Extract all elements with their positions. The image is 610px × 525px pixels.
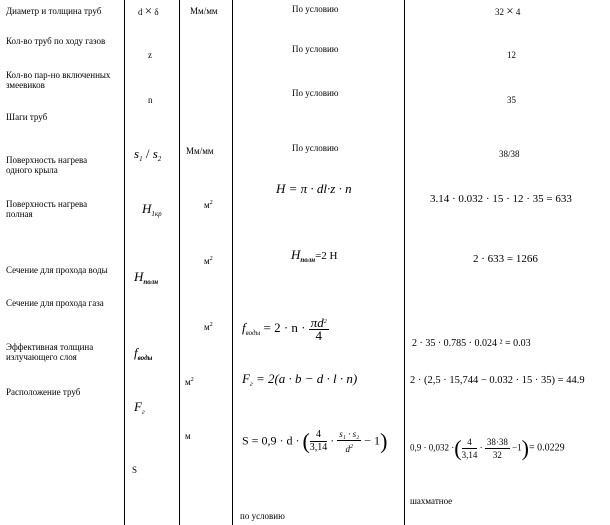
formula-condition: По условию (292, 4, 339, 14)
value: 2 · 35 · 0.785 · 0.024 ² = 0.03 (412, 338, 531, 349)
symbol-z: z (148, 50, 152, 60)
param-name: Шаги труб (6, 112, 48, 122)
symbol-h1kr: $H_{1кр}$ (142, 201, 162, 218)
formula-condition: По условию (292, 88, 339, 98)
unit: Мм/мм (190, 6, 218, 16)
column-divider (179, 0, 180, 525)
symbol-s: S (132, 465, 138, 475)
param-name: Поверхность нагрева полная (6, 199, 88, 219)
column-divider (232, 0, 233, 525)
unit: $м^2$ (185, 377, 194, 387)
param-name: Сечение для прохода газа (6, 298, 104, 308)
value-d-delta: 32 × 4 (495, 3, 521, 18)
symbol-hpoln: $H_{полн}$ (134, 269, 159, 286)
symbol-fvody: $f_{воды}$ (134, 345, 153, 362)
value: 35 (507, 95, 516, 105)
value: 12 (507, 50, 516, 60)
formula-fvody: $f_{воды} = 2 \cdot n$ · $\frac{\pi d^2}{4}$ (242, 315, 327, 343)
param-name: Кол-во труб по ходу газов (6, 36, 106, 46)
value: 3.14 · 0.032 · 15 · 12 · 35 = 633 (430, 193, 572, 205)
formula-condition: по условию (240, 511, 285, 521)
param-name: Кол-во пар-но включенных змеевиков (6, 70, 111, 90)
unit: Мм/мм (186, 146, 214, 156)
formula-h: H = π · dl·z · n (276, 181, 352, 196)
formula-s: S = 0,9 · d · ( $\frac{4}{3,14}$ · $\frac{\text{s₁ · s₂}}{d^2}$ − 1) (242, 428, 388, 454)
column-divider (124, 0, 125, 525)
unit: $м^2$ (204, 200, 213, 210)
column-divider (404, 0, 405, 525)
unit: м (185, 431, 191, 441)
param-name: Диаметр и толщина труб (6, 6, 102, 16)
value: 2 · (2,5 · 15,744 − 0.032 · 15 · 35) = 44.9 (410, 375, 585, 386)
symbol-n: n (148, 95, 153, 105)
value: шахматное (410, 496, 453, 506)
value-s: 0,9 · 0,032 ·( $\frac{4}{3,14}$ · $\frac{38\cdot 38}{32}$ −1)= 0.0229 (410, 435, 565, 461)
symbol-s1-s2: $s_1 / s_2$ (134, 146, 162, 163)
symbol-fg: $F_г$ (134, 399, 145, 416)
param-name: Эффективная толщина излучающего слоя (6, 342, 94, 362)
unit: $м^2$ (204, 322, 213, 332)
param-name: Сечение для прохода воды (6, 265, 108, 275)
formula-hpoln: $H_{полн}=2$ H (291, 247, 338, 264)
param-name: Поверхность нагрева одного крыла (6, 155, 88, 175)
formula-fg: $F_г = 2(a \cdot b - d \cdot l \cdot n)$ (242, 371, 358, 388)
symbol-d-delta: d × δ (138, 3, 159, 18)
formula-condition: По условию (292, 143, 339, 153)
unit: $м^2$ (204, 256, 213, 266)
value: 2 · 633 = 1266 (473, 253, 538, 265)
value: 38/38 (499, 149, 520, 159)
formula-condition: По условию (292, 44, 339, 54)
param-name: Расположение труб (6, 387, 81, 397)
